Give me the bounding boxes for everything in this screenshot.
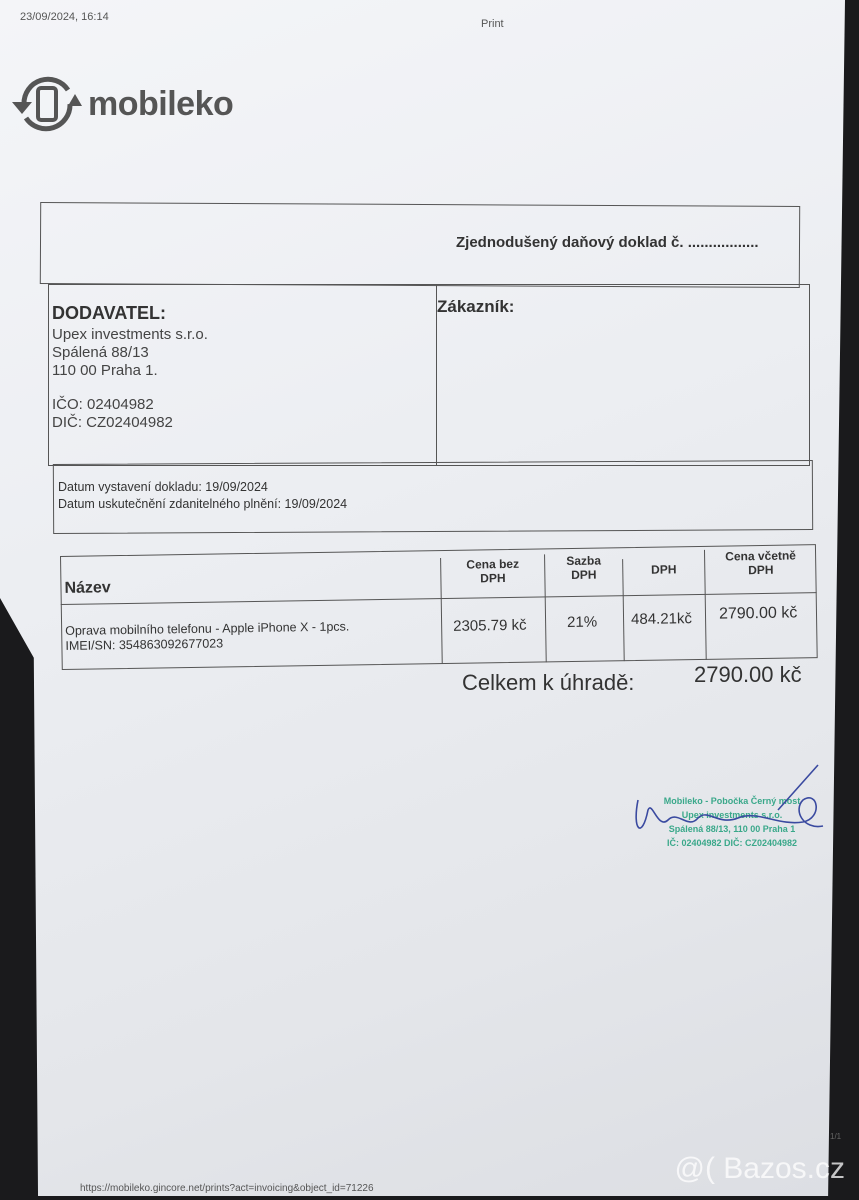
customer-heading: Zákazník: — [437, 297, 515, 316]
header-rate: Sazba DPH — [544, 553, 624, 662]
signature — [628, 760, 828, 840]
item-price-ex: 2305.79 kč — [453, 616, 527, 635]
item-name: Oprava mobilního telefonu - Apple iPhone X - 1pcs. — [65, 619, 350, 638]
item-vat: 484.21kč — [630, 610, 693, 629]
item-imei: IMEI/SN: 354863092677023 — [65, 636, 224, 653]
header-price-inc: Cena včetně DPH — [704, 548, 818, 660]
supplier-city: 110 00 Praha 1. — [52, 362, 158, 379]
taxable-date: Datum uskutečnění zdanitelného plnění: 19/09/2024 — [58, 497, 348, 511]
logo — [12, 74, 233, 134]
footer-url: https://mobileko.gincore.net/prints?act=invoicing&object_id=71226 — [80, 1183, 374, 1194]
supplier-ico: IČO: 02404982 — [52, 396, 154, 413]
total-value: 2790.00 kč — [694, 662, 802, 687]
supplier-dic: DIČ: CZ02404982 — [52, 414, 173, 431]
supplier-name: Upex investments s.r.o. — [52, 326, 208, 343]
logo-text: mobileko — [88, 84, 234, 123]
phone-refresh-icon — [12, 74, 82, 134]
table-row — [65, 619, 350, 653]
total-label: Celkem k úhradě: — [462, 670, 635, 695]
watermark: @( Bazos.cz — [674, 1152, 845, 1185]
document-title: Zjednodušený daňový doklad č. ................. — [456, 234, 759, 251]
supplier-heading: DODAVATEL: — [52, 303, 166, 323]
print-datetime: 23/09/2024, 16:14 — [20, 11, 109, 23]
company-stamp: Mobileko - Pobočka Černý most Upex investments s.r.o. Spálená 88/13, 110 00 Praha 1 IČ: 02404982 DIČ: CZ02404982 — [663, 796, 801, 848]
items-table — [60, 544, 818, 670]
item-price-inc: 2790.00 kč — [718, 604, 798, 623]
supplier-street: Spálená 88/13 — [52, 344, 149, 361]
header-name: Název — [64, 579, 111, 597]
issue-date: Datum vystavení dokladu: 19/09/2024 — [58, 480, 268, 494]
header-vat: DPH — [622, 558, 706, 661]
header-price-ex: Cena bez DPH — [440, 556, 546, 664]
item-rate: 21% — [566, 613, 598, 632]
page-number: 1/1 — [830, 1132, 842, 1141]
print-title: Print — [481, 18, 504, 30]
supplier-block — [52, 326, 208, 432]
